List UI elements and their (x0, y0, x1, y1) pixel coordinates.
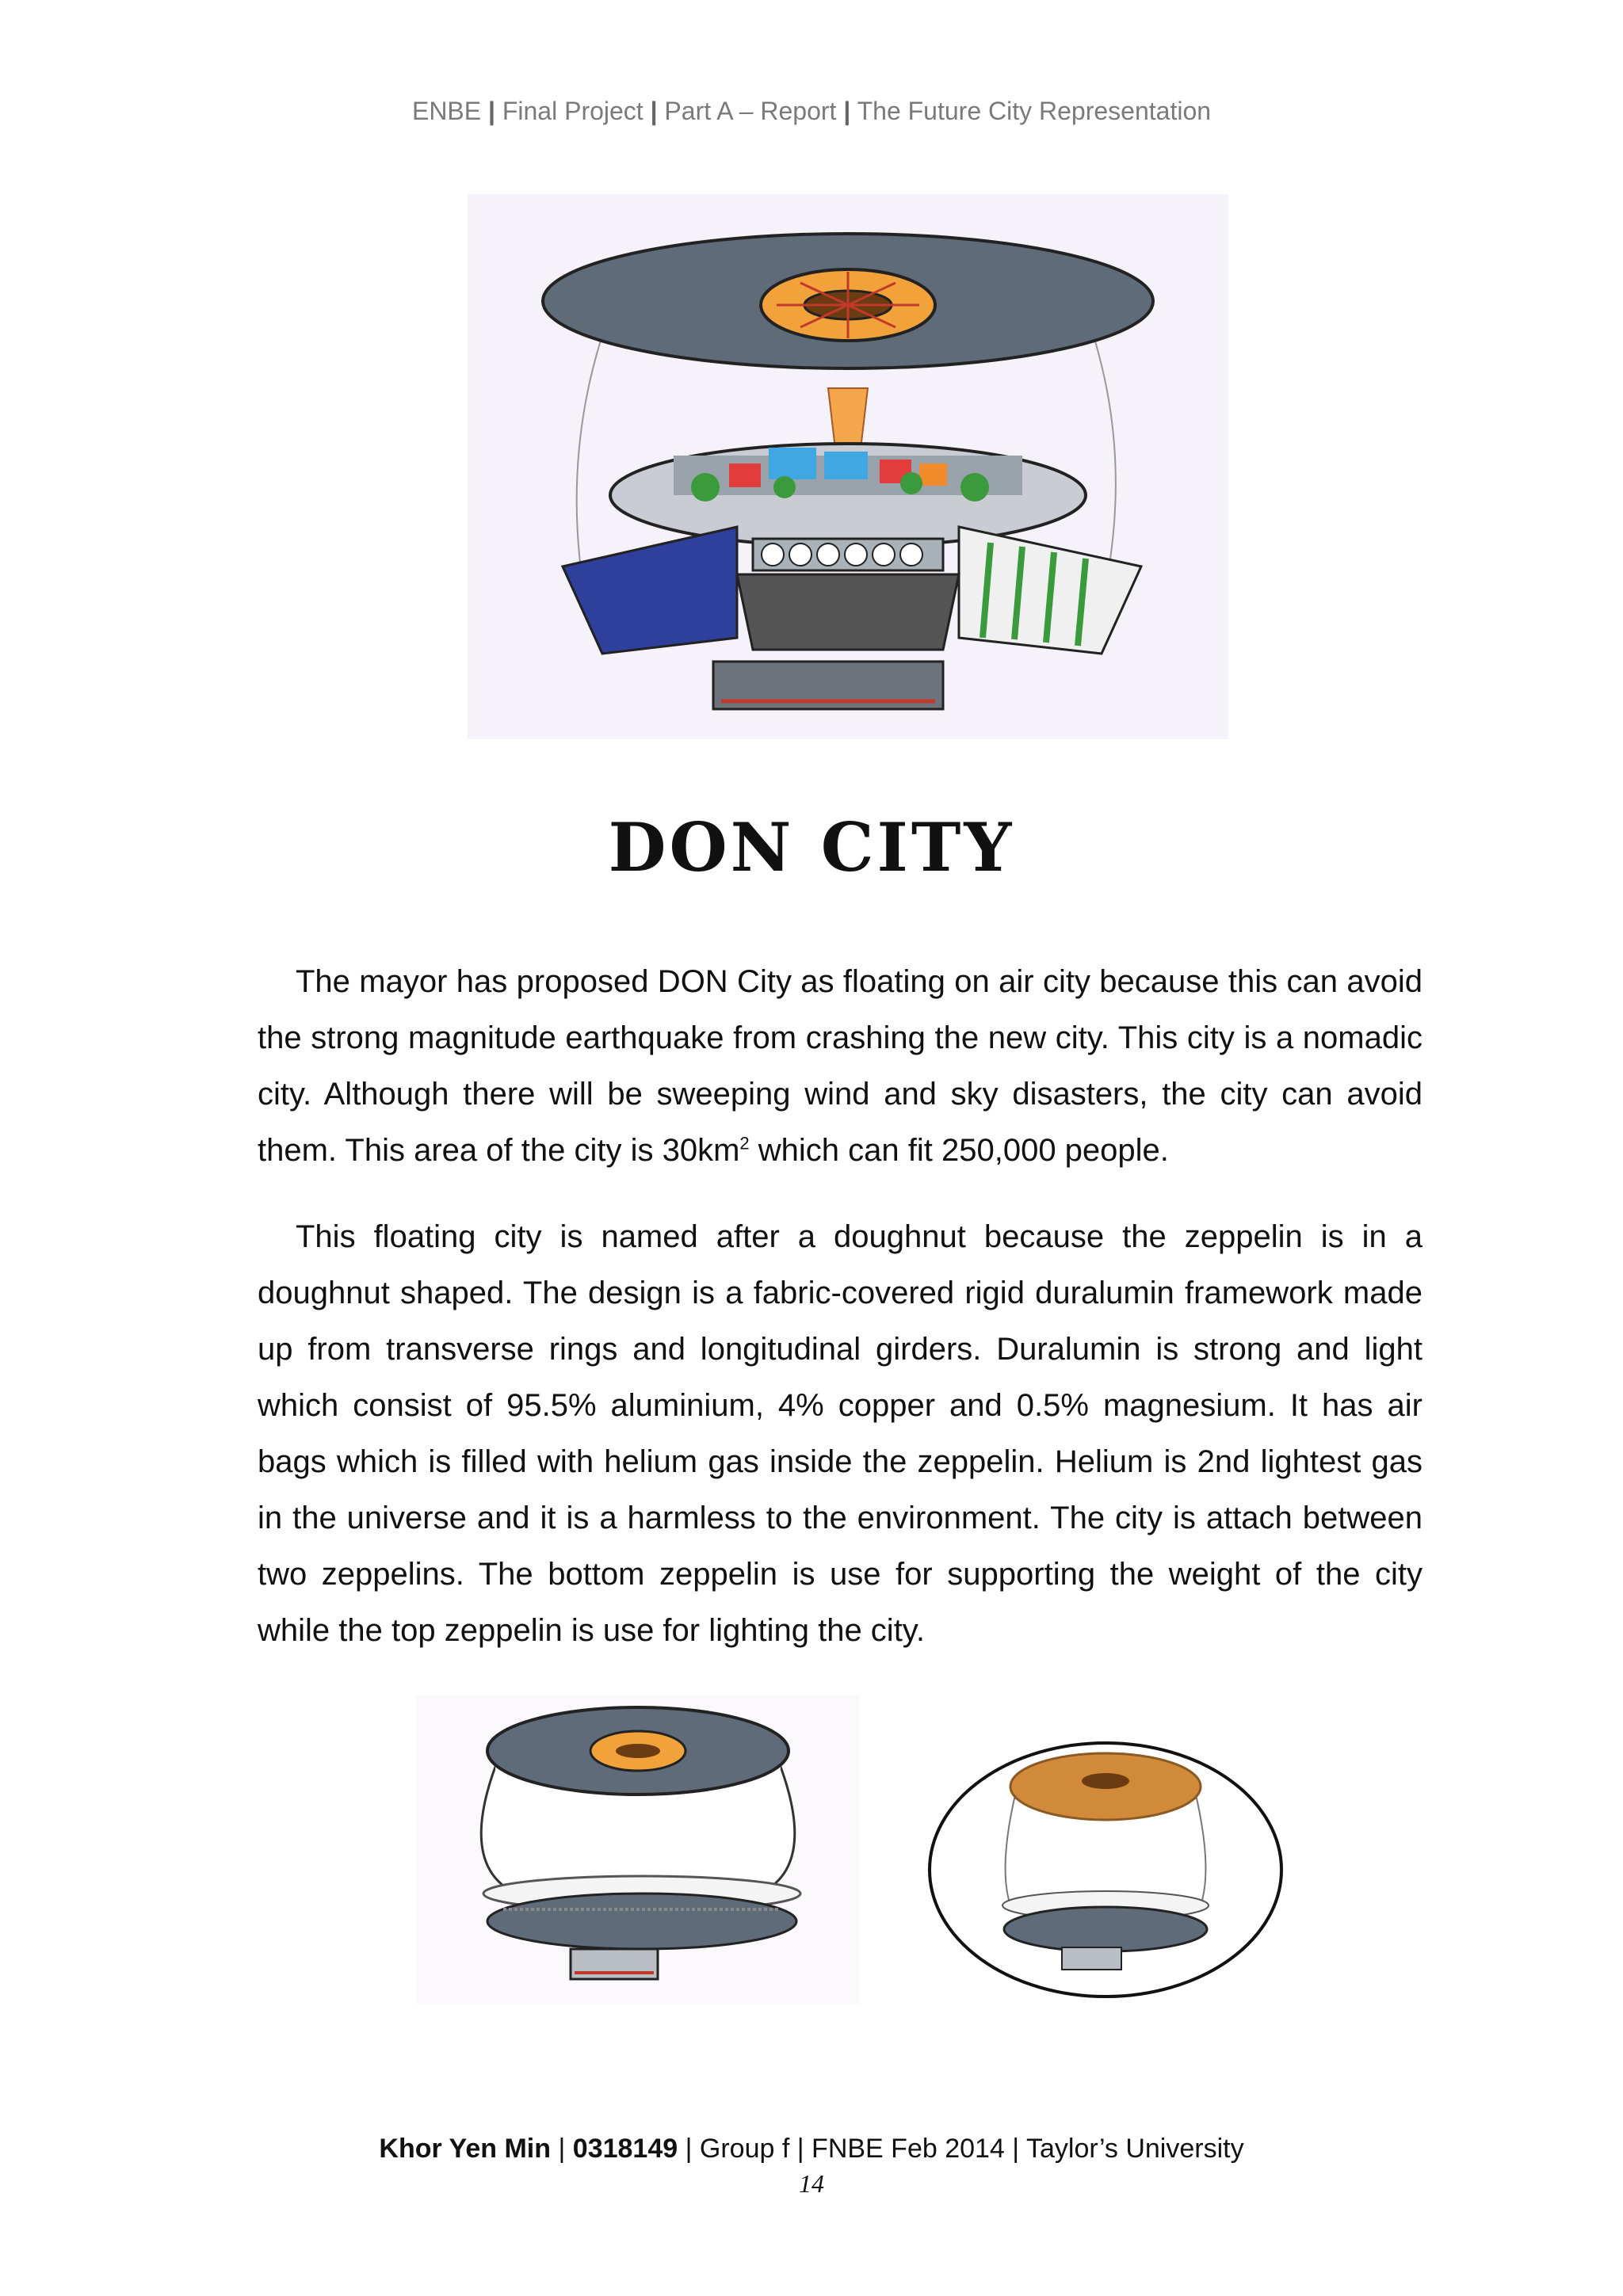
page-header (0, 97, 1623, 126)
footer-author: Khor Yen Min (379, 2134, 552, 2164)
doughnut-zeppelin-drawing (923, 1735, 1288, 2004)
footer-group: Group f (699, 2134, 790, 2164)
body-paragraph-2 (258, 1209, 1423, 1659)
paragraph-2-text: This floating city is named after a doughnut because the zeppelin is in a doughnut shaped. The design is a fabric-covered rigid duralumin framework made up from transverse rings and longitudinal girders. Duralumin is strong and light which consist of 95.5% aluminium, 4% copper and 0.5% magnesium. It has air bags which is filled with helium gas inside the zeppelin. Helium is 2nd lightest gas in the universe and it is a harmless to the environment. The city is attach between two zeppelins. The bottom zeppelin is use for supporting the weight of the city while the top zeppelin is use for lighting the city. (258, 1219, 1423, 1648)
footer-student-id: 0318149 (572, 2134, 678, 2164)
header-separator: | (650, 97, 658, 125)
footer-separator: | (558, 2134, 566, 2164)
page-title: DON CITY (608, 808, 1015, 887)
page-number: 14 (799, 2169, 824, 2198)
header-separator: | (488, 97, 495, 125)
floating-city-drawing (468, 194, 1228, 739)
zeppelin-side-drawing (416, 1695, 860, 2004)
header-part: Part A – Report (664, 97, 837, 125)
header-topic: The Future City Representation (857, 97, 1212, 125)
page-footer (0, 2134, 1623, 2164)
header-separator: | (843, 97, 851, 125)
header-course: ENBE (411, 97, 482, 125)
paragraph-1-text-end: which can fit 250,000 people. (749, 1133, 1169, 1168)
body-paragraph-1 (258, 954, 1423, 1179)
footer-university: Taylor’s University (1025, 2134, 1244, 2164)
zeppelin-city-side-view (416, 1695, 860, 2004)
superscript-squared: 2 (739, 1133, 750, 1154)
paragraph-1-text: The mayor has proposed DON City as floating on air city because this can avoid the strong magnitude earthquake from crashing the new city. This city is a nomadic city. Although there will be sweeping wind and sky disasters, the city can avoid them. This area of the city is 30km (258, 964, 1423, 1168)
floating-city-illustration (468, 194, 1228, 739)
header-project: Final Project (502, 97, 643, 125)
footer-separator: | (796, 2134, 804, 2164)
footer-separator: | (685, 2134, 693, 2164)
footer-program: FNBE Feb 2014 (812, 2134, 1005, 2164)
footer-separator: | (1012, 2134, 1020, 2164)
doughnut-city-comparison (923, 1735, 1288, 2004)
